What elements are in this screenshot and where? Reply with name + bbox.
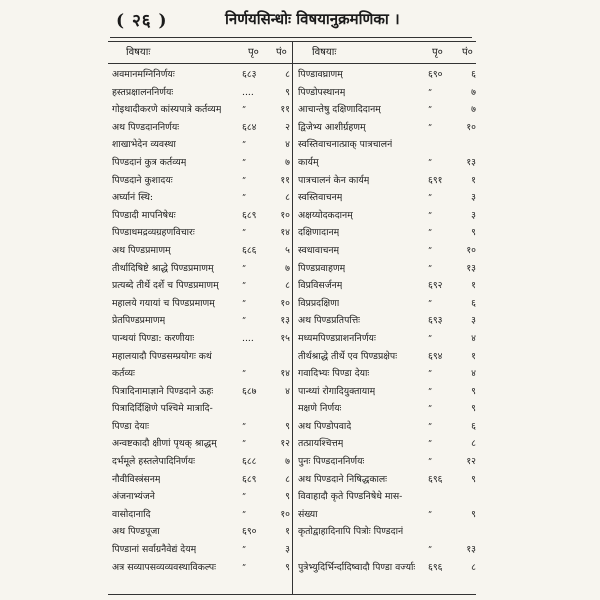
entry-line: १० [280,209,290,221]
entry-line: ४ [471,332,476,344]
entry-line: ८ [285,192,290,204]
entry-line: १४ [280,368,290,380]
index-entry [108,418,292,436]
entry-topic: दर्भमूले हस्तलेपादिनिर्णयः [112,456,196,468]
entry-page: ” [242,369,247,379]
entry-page: ” [242,105,247,115]
entry-topic: स्वस्तिवाचनात्प्राक् पात्रचालनं [298,139,393,151]
entry-line: १० [466,244,476,256]
entry-topic: तीर्थश्राद्धे तीर्थे एव पिण्डप्रक्षेपः [298,350,398,362]
entry-line: ७ [471,104,476,116]
entry-page: ” [428,421,433,431]
entry-page: ” [428,457,433,467]
entry-line: ७ [471,86,476,98]
index-entry [108,207,292,225]
entry-page: ” [242,316,247,326]
index-entry [294,260,478,278]
entry-topic: शाखाभेदेन व्यवस्था [112,139,176,151]
entry-line: ३ [471,209,476,221]
entry-page: ” [428,228,433,238]
entry-page: ६९३ [428,315,443,327]
entry-page: ” [242,421,247,431]
entry-line: ९ [471,227,476,239]
index-entry [108,383,292,401]
entry-page: ” [242,281,247,291]
index-entry [108,435,292,453]
entry-topic: अथ पिण्डप्रमाणम् [112,244,171,256]
entry-line: ८ [471,561,476,573]
index-entry [294,400,478,418]
entry-page: ” [428,210,433,220]
entry-topic: द्विजेभ्य आशीर्ग्रहणम् [298,121,366,133]
entry-line: ११ [280,104,290,116]
index-entry [294,277,478,295]
entry-topic: अथ पिण्डदाननिर्णयः [112,121,180,133]
entry-page: ” [428,193,433,203]
index-entry [294,541,478,559]
index-entry [108,559,292,577]
entry-page: ६८८ [242,456,257,468]
entry-topic: विवाहादौ कृते पिण्डनिषेधे मास- [298,491,403,503]
entry-topic: अथ पिण्डप्रतिपत्तिः [298,315,361,327]
index-entry [294,189,478,207]
page-header [0,0,600,38]
index-entry [294,471,478,489]
index-entry [108,154,292,172]
entry-page: ” [428,439,433,449]
entry-line: १ [471,350,476,362]
entry-line: ३ [471,315,476,327]
index-entry [294,330,478,348]
entry-topic: पान्थ्यां रोगादियुक्तायाम् [298,385,376,397]
entry-line: ८ [285,473,290,485]
entry-page: ६८९ [242,473,257,485]
entry-page: ” [428,386,433,396]
entry-topic: पित्रादिनामाज्ञाने पिण्डदाने ऊहः [112,385,214,397]
entry-topic: पिण्डानां सर्वाग्रनैवेद्यं देयम् [112,544,197,556]
entry-topic: अर्घ्यानं स्थि: [112,192,154,204]
entry-page: ६९४ [428,350,443,362]
index-entry [294,559,478,577]
entry-line: ४ [285,385,290,397]
entry-line: ३ [285,544,290,556]
index-entry [294,66,478,84]
entry-line: ३ [471,192,476,204]
entry-line: ८ [285,69,290,80]
entry-topic: तीर्थादिषिष्टे श्राद्धे पिण्डप्रमाणम् [112,262,214,274]
entry-line: १० [280,508,290,520]
entry-page: ” [242,562,247,572]
entry-page: ” [428,298,433,308]
entry-page: ६९१ [428,174,443,186]
index-entry [108,242,292,260]
column-divider [292,42,293,594]
entry-topic: स्वस्तिवाचनम् [298,192,343,204]
header-row-divider [108,63,476,64]
entry-page: ” [428,263,433,273]
index-entry [294,119,478,137]
index-entry [108,189,292,207]
entry-topic: अथ पिण्डोपवादे [298,420,352,432]
left-topic-heading: विषयाः [126,47,151,58]
entry-line: ७ [285,156,290,168]
index-entry [108,506,292,524]
index-entry [108,136,292,154]
entry-topic: पिण्डादी मापनिषेधः [112,209,176,221]
entry-page: .... [242,332,254,344]
entry-topic: पिण्डदाने कुशादयः [112,174,173,186]
index-entry [294,207,478,225]
entry-topic: पिण्डदानं कुत्र कर्तव्यम् [112,156,187,168]
entry-topic: महालयादौ पिण्डसम्प्रयोगः कथं [112,350,212,362]
index-entry [294,136,478,154]
entry-page: ” [428,122,433,132]
entry-line: १२ [280,438,290,450]
entry-page: ६९६ [428,561,443,573]
index-entry [108,488,292,506]
index-entry [108,295,292,313]
entry-topic: पुनः पिण्डदाननिर्णयः [298,456,365,468]
entry-line: ११ [280,174,290,186]
entry-page: ” [428,369,433,379]
entry-line: ९ [285,561,290,573]
index-entry [294,418,478,436]
index-table [108,41,476,595]
entry-topic: पुत्रेभ्युदिर्भिर्न्दादिष्वादौ पिण्डा वर्ज्याः [298,561,416,573]
entry-topic: पिण्डोपस्थानम् [298,86,346,98]
entry-topic: कर्तव्यः [112,368,135,380]
entry-page: ६८६ [242,244,257,256]
entry-topic: विप्रविसर्जनम् [298,280,343,292]
entry-topic: स्वधावाचनम् [298,244,340,256]
entry-line: ९ [471,473,476,485]
entry-line: ४ [285,139,290,151]
index-entry [108,312,292,330]
entry-line: १० [466,121,476,133]
entry-line: ७ [285,262,290,274]
right-page-heading: पृ० [432,47,443,58]
entry-page: ६९२ [428,280,443,292]
entry-page: ” [242,492,247,502]
index-entry [294,348,478,366]
index-entry [108,471,292,489]
entry-line: ७ [285,456,290,468]
entry-line: ५ [285,244,290,256]
entry-line: १३ [280,315,290,327]
entry-topic: मध्यमपिण्डप्राशननिर्णयः [298,332,376,344]
right-line-heading: पं० [462,47,473,58]
entry-line: १ [471,280,476,292]
left-page-heading: पृ० [248,47,259,58]
entry-page: ” [428,87,433,97]
entry-topic: तत्प्रायश्चित्तम् [298,438,344,450]
index-entry [294,312,478,330]
index-entry [294,365,478,383]
entry-topic: पित्रादिर्दिक्षिणे पश्चिमे मात्रादि- [112,403,213,415]
index-entry [294,383,478,401]
entry-page: ” [428,105,433,115]
index-entry [294,224,478,242]
entry-page: ६९० [242,526,257,538]
entry-topic: नौवीविस्त्रंसनम् [112,473,161,485]
entry-page: ” [242,509,247,519]
entry-line: ४ [471,368,476,380]
entry-topic: वासोदानादि [112,508,151,520]
entry-line: १४ [280,227,290,239]
entry-line: १५ [280,332,290,344]
entry-page: ” [428,245,433,255]
entry-topic: प्रत्यब्दे तीर्थे दर्शे च पिण्डप्रमाणम् [112,280,219,292]
index-entry [294,453,478,471]
page-number: ( २६ ) [116,11,168,31]
entry-line: ९ [471,403,476,415]
entry-line: १० [280,297,290,309]
entry-topic: गवादिभ्यः पिण्डा देयाः [298,368,370,380]
index-entry [108,365,292,383]
index-entry [294,154,478,172]
index-entry [108,101,292,119]
entry-line: ९ [471,508,476,520]
index-entry [294,295,478,313]
entry-topic: अत्र सव्यापसव्यव्यवस्थाविकल्पः [112,561,216,573]
entry-line: ६ [471,297,476,309]
entry-page: ” [242,175,247,185]
index-entry [108,84,292,102]
entry-line: १३ [466,156,476,168]
entry-topic: पिण्डा देयाः [112,420,150,432]
entry-page: ६८३ [242,69,257,80]
entry-line: ८ [471,438,476,450]
index-entry [294,523,478,541]
entry-page: ” [242,157,247,167]
entry-line: २ [285,121,290,133]
right-topic-heading: विषयाः [312,47,337,58]
left-line-heading: पं० [276,47,287,58]
index-entry [108,277,292,295]
entry-topic: अक्षय्योदकदानम् [298,209,353,221]
entry-topic: प्रेतपिण्डप्रमाणम् [112,315,166,327]
left-index-column [108,66,292,576]
index-entry [294,84,478,102]
header-divider [110,37,472,38]
entry-topic: पिण्डावघ्राणम् [298,69,343,80]
page-title: निर्णयसिन्धोः विषयानुक्रमणिका । [225,10,400,28]
entry-line: ८ [285,280,290,292]
entry-page: ” [428,509,433,519]
index-entry [294,488,478,506]
entry-line: ९ [285,420,290,432]
entry-page: ” [242,193,247,203]
entry-page: ” [242,439,247,449]
entry-page: ” [242,228,247,238]
entry-line: १ [285,526,290,538]
entry-topic: विप्रप्रदक्षिणा [298,297,340,309]
entry-topic: संख्या [298,508,318,520]
index-entry [108,119,292,137]
entry-topic: पिण्डाधमद्रव्यग्रहणविचारः [112,227,195,239]
index-entry [108,330,292,348]
entry-page: ” [242,545,247,555]
entry-page: ६८४ [242,121,257,133]
entry-page: ” [428,404,433,414]
entry-topic: मक्षणे निर्णयः [298,403,342,415]
entry-line: १३ [466,544,476,556]
entry-line: ९ [285,491,290,503]
entry-page: ६८७ [242,385,257,397]
entry-page: ६८९ [242,209,257,221]
entry-topic: अवमानमग्निनिर्णयः [112,69,175,80]
entry-topic: कार्यम् [298,156,319,168]
index-entry [294,172,478,190]
entry-topic: गोइथादीकरणे कांस्यपात्रे कर्तव्यम् [112,104,222,116]
entry-line: १३ [466,262,476,274]
entry-page: ” [428,333,433,343]
index-entry [294,435,478,453]
index-entry [294,506,478,524]
entry-page: ६९६ [428,473,443,485]
right-index-column [294,66,478,576]
index-entry [108,66,292,84]
index-entry [108,260,292,278]
entry-topic: अन्वष्टकादौ क्षीणां पृथक् श्राद्धम् [112,438,217,450]
entry-line: ६ [471,69,476,80]
entry-page: ” [428,157,433,167]
index-entry [108,224,292,242]
entry-topic: हस्तप्रक्षालननिर्णयः [112,86,174,98]
entry-page: ” [428,545,433,555]
entry-topic: अथ पिण्डपूजा [112,526,160,538]
entry-topic: पात्रचालनं केन कार्यम् [298,174,370,186]
index-entry [108,172,292,190]
index-entry [294,242,478,260]
entry-page: ” [242,298,247,308]
index-entry [294,101,478,119]
entry-line: ९ [471,385,476,397]
entry-line: १२ [466,456,476,468]
entry-page: .... [242,86,254,98]
index-entry [108,453,292,471]
index-entry [108,400,292,418]
entry-line: ९ [285,86,290,98]
entry-topic: दक्षिणादानम् [298,227,340,239]
index-entry [108,523,292,541]
entry-topic: अथ पिण्डदाने निषिद्धकालः [298,473,388,485]
entry-page: ” [242,263,247,273]
entry-topic: महालये गयायां च पिण्डप्रमाणम् [112,297,215,309]
entry-line: ६ [471,420,476,432]
entry-topic: पान्थयां पिण्डा: करणीयाः [112,332,195,344]
entry-topic: आचान्तेषु दक्षिणादिदानम् [298,104,381,116]
index-entry [108,541,292,559]
entry-topic: कृतोद्वाहादिनापि पित्रोः पिण्डदानं [298,526,404,538]
index-entry [108,348,292,366]
entry-topic: अंजनाभ्यंजने [112,491,155,503]
entry-page: ६९० [428,69,443,80]
entry-line: १ [471,174,476,186]
entry-topic: पिण्डप्रवाहणम् [298,262,346,274]
entry-page: ” [242,140,247,150]
